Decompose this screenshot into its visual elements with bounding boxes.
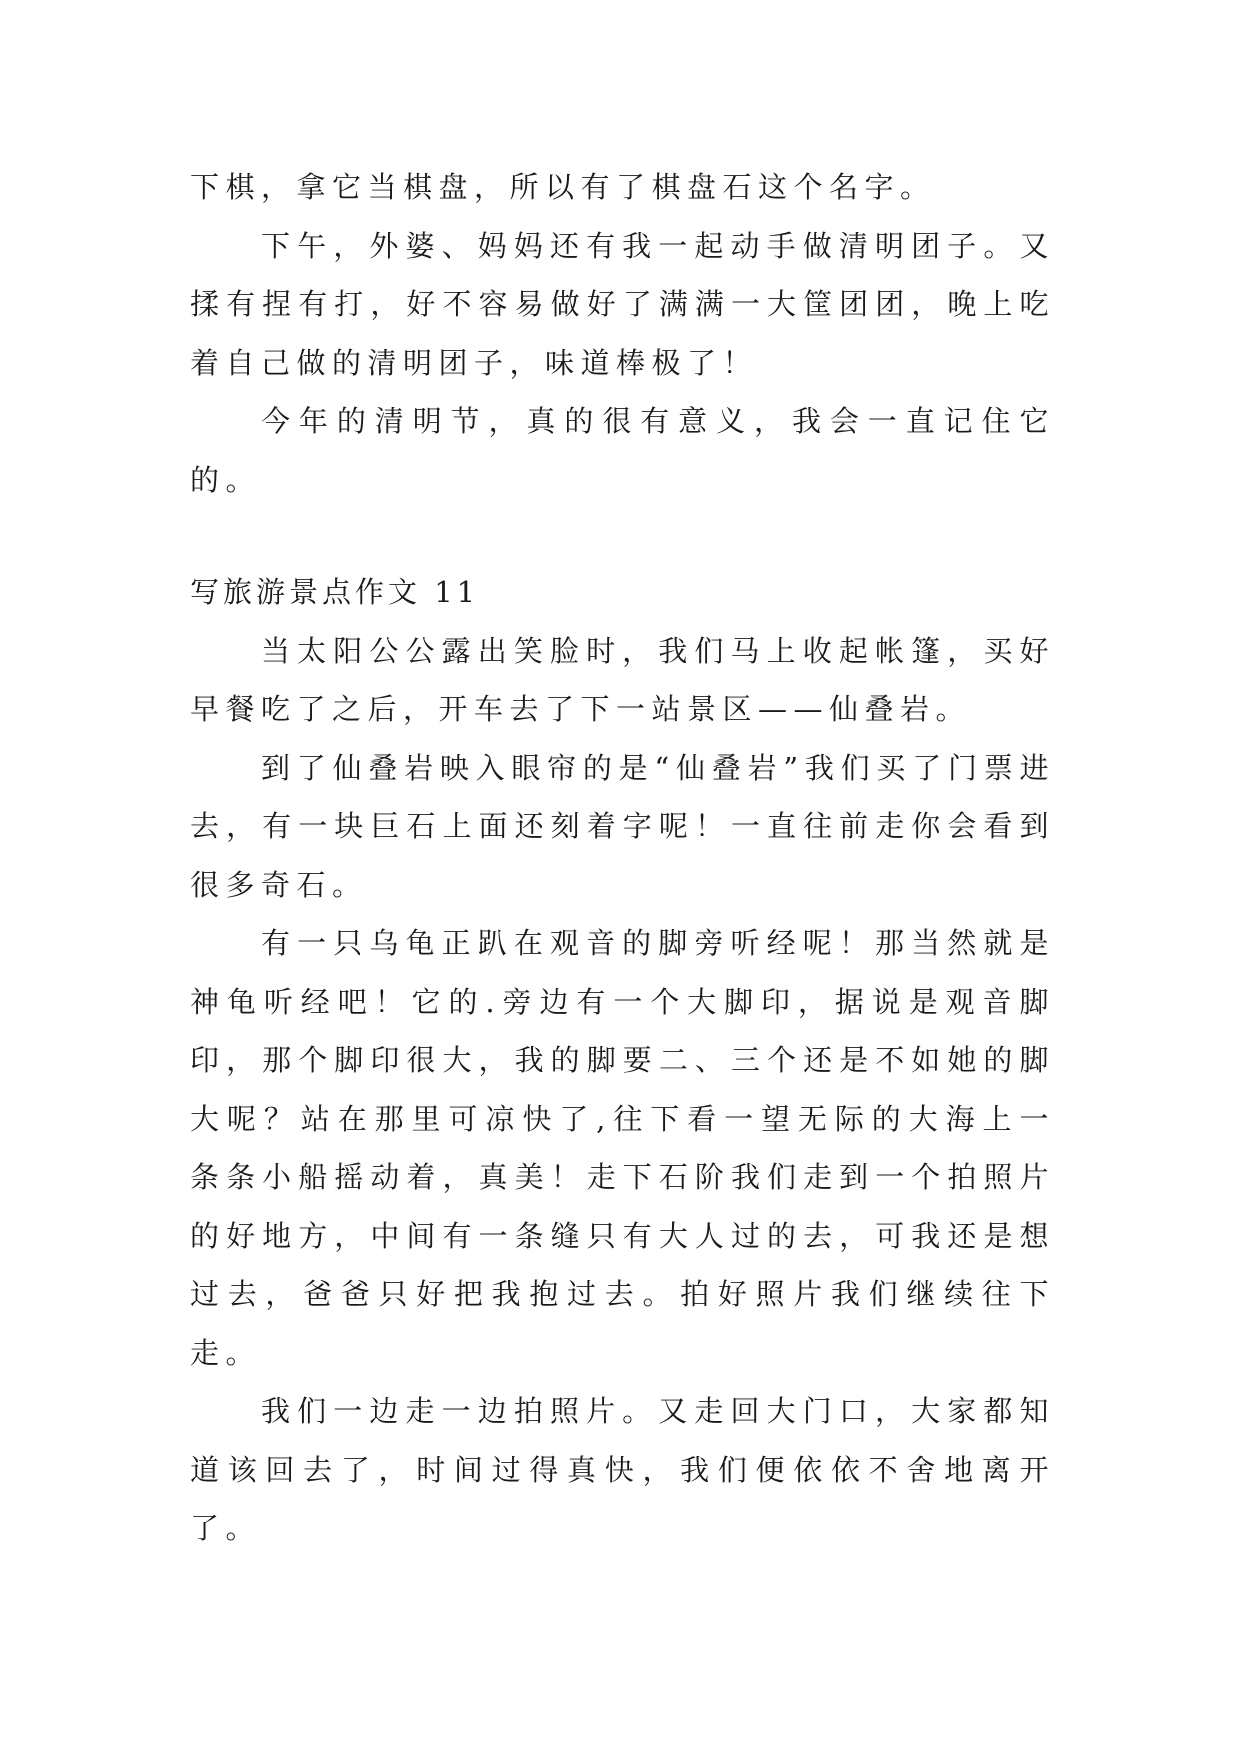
paragraph: 我们一边走一边拍照片。又走回大门口，大家都知道该回去了，时间过得真快，我们便依依不舍地离开了。 [190, 1394, 1055, 1545]
paragraph: 今年的清明节，真的很有意义，我会一直记住它的。 [190, 404, 1055, 497]
section2-body [190, 622, 1055, 1558]
section-heading: 写旅游景点作文 11 [190, 575, 480, 609]
section1-body [190, 217, 1055, 510]
paragraph: 到了仙叠岩映入眼帘的是“仙叠岩”我们买了门票进去，有一块巨石上面还刻着字呢！一直往前走你会看到很多奇石。 [190, 750, 1055, 902]
document-page [190, 158, 1055, 1558]
paragraph: 当太阳公公露出笑脸时，我们马上收起帐篷，买好早餐吃了之后，开车去了下一站景区——仙叠岩。 [190, 633, 1055, 726]
paragraph: 有一只乌龟正趴在观音的脚旁听经呢！那当然就是神龟听经吧！它的.旁边有一个大脚印，据说是观音脚印，那个脚印很大，我的脚要二、三个还是不如她的脚大呢？站在那里可凉快了,往下看一望无际的大海上一条条小船摇动着，真美！走下石阶我们走到一个拍照片的好地方，中间有一条缝只有大人过的去，可我还是想过去，爸爸只好把我抱过去。拍好照片我们继续往下走。 [190, 926, 1055, 1370]
continuation-line: 下棋，拿它当棋盘，所以有了棋盘石这个名字。 [190, 170, 936, 204]
paragraph: 下午，外婆、妈妈还有我一起动手做清明团子。又揉有捏有打，好不容易做好了满满一大筐团团，晚上吃着自己做的清明团子，味道棒极了！ [190, 228, 1055, 380]
